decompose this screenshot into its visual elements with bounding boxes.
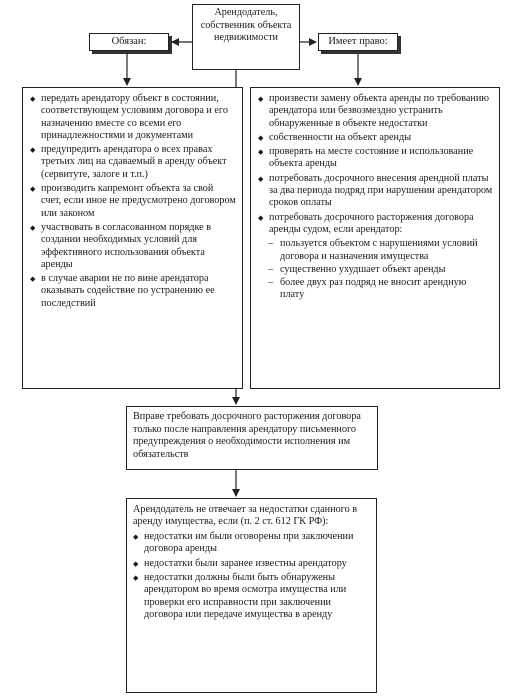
rights-list xyxy=(258,93,493,302)
liability-item: ◆ недостатки должны были быть обнаружены арендатором во время осмотра имущества или проверки его исправности при заключении договора или передаче имущества в аренду xyxy=(133,572,370,622)
landlord-owner-text: Арендодатель, собственник объекта недвижимости xyxy=(200,7,292,44)
right-item: ◆ потребовать досрочного расторжения договора аренды судом, если арендатор: xyxy=(258,212,493,237)
obligation-item: ◆ предупредить арендатора о всех правах третьих лиц на сдаваемый в аренду объект (сервитуте, залоге и т.п.) xyxy=(30,144,236,181)
obligations-list xyxy=(30,93,236,310)
right-subitem: – существенно ухудшает объект аренды xyxy=(258,264,493,276)
right-item: ◆ произвести замену объекта аренды по требованию арендатора или безвозмездно устранить обнаруженные в объекте недостатки xyxy=(258,93,493,130)
right-subitem: – пользуется объектом с нарушениями условий договора и назначения имущества xyxy=(258,238,493,263)
obligation-item: ◆ производить капремонт объекта за свой счет, если иное не предусмотрено договором или законом xyxy=(30,183,236,220)
obligated-header-box xyxy=(89,33,169,51)
right-item: ◆ проверять на месте состояние и использование объекта аренды xyxy=(258,146,493,171)
liability-list xyxy=(133,531,370,622)
rights-header-text: Имеет право: xyxy=(328,36,388,47)
obligation-item: ◆ передать арендатору объект в состоянии, соответствующем условиям договора и его назначению вместе со всеми его принадлежностями и документами xyxy=(30,93,236,142)
right-item: ◆ собственности на объект аренды xyxy=(258,132,493,144)
liability-intro: Арендодатель не отвечает за недостатки сданного в аренду имущества, если (п. 2 ст. 612 ГК РФ): xyxy=(133,504,358,528)
rights-header-box xyxy=(318,33,398,51)
right-subitem: – более двух раз подряд не вносит арендную плату xyxy=(258,277,493,302)
landlord-owner-box xyxy=(192,4,300,70)
obligations-list-box xyxy=(22,87,243,389)
obligation-item: ◆ в случае аварии не по вине арендатора оказывать содействие по устранению ее последствий xyxy=(30,273,236,310)
obligation-item: ◆ участвовать в согласованном порядке в создании необходимых условий для эффективного использования объекта аренды xyxy=(30,222,236,271)
liability-exemption-box xyxy=(126,498,377,693)
liability-item: ◆ недостатки были заранее известны арендатору xyxy=(133,558,370,570)
right-item: ◆ потребовать досрочного внесения арендной платы за два периода подряд при нарушении арендатором сроков оплаты xyxy=(258,173,493,210)
obligated-header-text: Обязан: xyxy=(111,36,147,47)
rights-list-box xyxy=(250,87,500,389)
early-termination-text: Вправе требовать досрочного расторжения договора только после направления арендатору письменного предупреждения о необходимости исполнения им обязательств xyxy=(133,411,361,460)
early-termination-box xyxy=(126,406,378,470)
liability-item: ◆ недостатки им были оговорены при заключении договора аренды xyxy=(133,531,370,556)
